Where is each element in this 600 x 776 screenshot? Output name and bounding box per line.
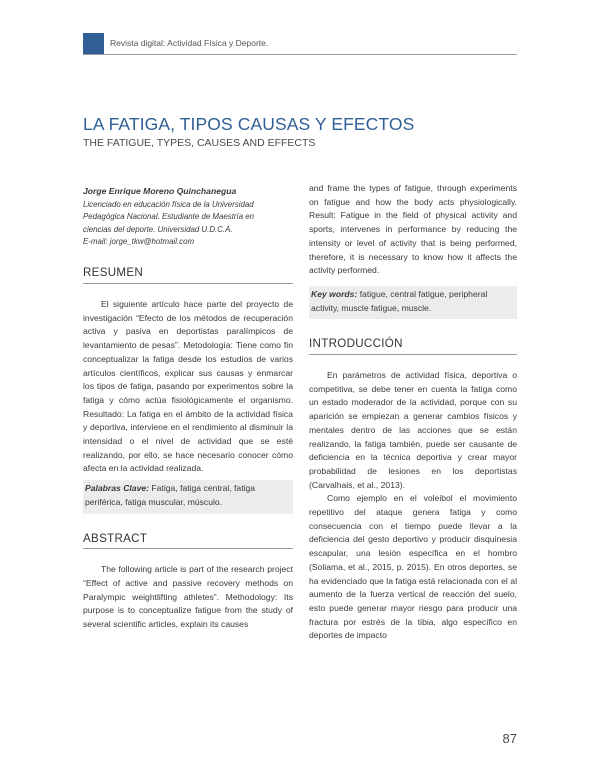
page-number: 87	[502, 731, 517, 746]
running-header: Revista digital: Actividad Física y Deporte.	[110, 38, 269, 48]
right-column	[309, 180, 517, 643]
resumen-text: El siguiente artículo hace parte del proyecto de investigación “Efecto de los métodos de recuperación activa y pasiva en deportistas paralímpicos de levantamiento de pesas”. Metodología: Tiene como fin conceptualizar la fatiga desde los estudios de varios artículos científicos, explicar sus causas y enmarcar los tipos de fatiga, pasando por experimentos sobre la fatiga y cómo actúa fisiológicamente el organismo. Resultado: La fatiga en el ámbito de la actividad física y deportiva, interviene en el rendimiento al disminuir la intensidad o el nivel de actividad que se esté realizando, por ello, se hace necesario conocer cómo afecta en la actividad realizada.	[83, 299, 293, 474]
author-affiliation-line: ciencias del deporte. Universidad U.D.C.A.	[83, 224, 233, 234]
author-affiliation-line: Licenciado en educación física de la Universidad	[83, 199, 254, 209]
article-subtitle: THE FATIGUE, TYPES, CAUSES AND EFFECTS	[83, 137, 316, 149]
palabras-clave-box	[83, 480, 293, 513]
introduccion-paragraph-2: Como ejemplo en el voleibol el movimiento repetitivo del ataque genera fatiga y como consecuencia con el tiempo puede llevar a la deficiencia del gesto deportivo y producir disquinesia escapular, una lesión específica en el hombro (Soliama, et al., 2015, p. 2015). En otros deportes, se ha evidenciado que la fatiga está relacionada con el al aumento de la fuerza vertical de reacción del suelo, esto puede generar mayor riesgo para producir una fractura por estrés de la tibia, algo específico en deportes de impacto	[309, 493, 517, 641]
author-email: E-mail: jorge_tkw@hotmail.com	[83, 236, 195, 246]
header-accent-square	[83, 33, 104, 54]
author-affiliation-line: Pedagógica Nacional. Estudiante de Maestría en	[83, 212, 255, 222]
author-name: Jorge Enrique Moreno Quinchanegua	[83, 186, 237, 196]
abstract-text-part1: The following article is part of the research project “Effect of active and passive recovery methods on Paralympic weightlifting athletes”. Methodology: Its purpose is to conceptualize fatigue from the study of several scientific articles, explain its causes	[83, 564, 293, 630]
key-words-box	[309, 286, 517, 319]
palabras-clave-text: Fatiga, fatiga central, fatiga periférica, fatiga muscular, músculo.	[85, 483, 256, 507]
palabras-clave-label: Palabras Clave:	[85, 483, 150, 494]
abstract-text-part2: and frame the types of fatigue, through experiments on fatigue and how the body acts physiologically. Result: Fatigue in the field of physical activity and sports, intervenes in performance by reducing the intensity or level of activity that is being performed, therefore, it is necessary to know how it affects the activity performed.	[309, 183, 517, 276]
introduccion-heading: INTRODUCCIÓN	[309, 337, 517, 355]
header-rule	[83, 54, 517, 55]
article-title: LA FATIGA, TIPOS CAUSAS Y EFECTOS	[83, 114, 415, 134]
introduccion-paragraph-1: En parámetros de actividad física, deportiva o competitiva, se debe tener en cuenta la fatiga como un estado moderador de la actividad, porque con su aparición se empiezan a generar cambios físicos y mentales dentro de las acciones que se están realizando, la fatiga también, puede ser causante de deficiencia en la técnica deportiva y crear mayor probabilidad de lesiones en los deportistas (Carvalhais, et al., 2013).	[309, 370, 517, 490]
resumen-heading: RESUMEN	[83, 266, 293, 284]
left-column	[83, 180, 293, 632]
key-words-label: Key words:	[311, 288, 358, 299]
key-words-text: fatigue, central fatigue, peripheral activity, muscle fatigue, muscle.	[311, 288, 488, 313]
abstract-heading: ABSTRACT	[83, 532, 293, 550]
